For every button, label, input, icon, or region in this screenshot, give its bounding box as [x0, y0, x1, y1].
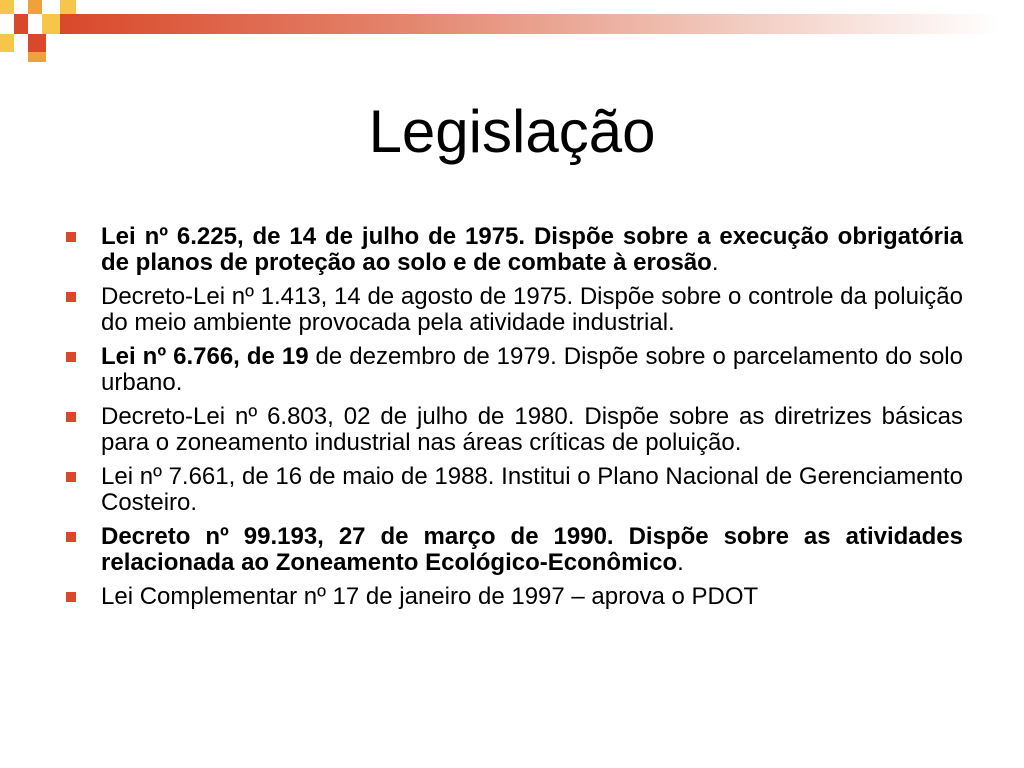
list-item [60, 284, 963, 336]
header-decoration [0, 0, 1024, 70]
deco-square [28, 52, 46, 62]
deco-square [60, 0, 76, 14]
legislation-list [60, 224, 963, 618]
slide-title: Legislação [368, 98, 656, 165]
deco-square [28, 0, 42, 14]
list-item [60, 524, 963, 576]
square-bullet-icon [66, 592, 76, 602]
item-text: Lei nº 7.661, de 16 de maio de 1988. Institui o Plano Nacional de Gerenciamento Costeiro. [101, 463, 963, 516]
deco-square [0, 0, 14, 14]
list-item [60, 224, 963, 276]
item-bold-text: Lei nº 6.766, de 19 [101, 343, 309, 370]
item-text: Decreto-Lei nº 6.803, 02 de julho de 1980. Dispõe sobre as diretrizes básicas para o zoneamento industrial nas áreas críticas de poluição. [101, 403, 963, 456]
item-text: de dezembro de 1979. Dispõe sobre o parcelamento do solo urbano. [101, 343, 963, 396]
list-item [60, 464, 963, 516]
item-text: Lei Complementar nº 17 de janeiro de 1997 – aprova o PDOT [101, 583, 759, 610]
square-bullet-icon [66, 292, 76, 302]
list-item [60, 344, 963, 396]
item-text: . [711, 249, 719, 276]
deco-square [0, 34, 14, 52]
square-bullet-icon [66, 472, 76, 482]
list-item [60, 584, 963, 610]
deco-square [28, 34, 46, 52]
item-bold-text: Lei nº 6.225, de 14 de julho de 1975. Dispõe sobre a execução obrigatória de planos de proteção ao solo e de combate à erosão [101, 223, 963, 276]
square-bullet-icon [66, 532, 76, 542]
square-bullet-icon [66, 412, 76, 422]
item-text: . [677, 549, 684, 576]
item-bold-text: Decreto nº 99.193, 27 de março de 1990. Dispõe sobre as atividades relacionada ao Zoneamento Ecológico-Econômico [101, 523, 963, 576]
header-gradient-bar [60, 14, 1000, 34]
square-bullet-icon [66, 352, 76, 362]
item-text: Decreto-Lei nº 1.413, 14 de agosto de 1975. Dispõe sobre o controle da poluição do meio ambiente provocada pela atividade industrial. [101, 283, 963, 336]
square-bullet-icon [66, 232, 76, 242]
list-item [60, 404, 963, 456]
deco-square [14, 14, 28, 34]
deco-square [42, 14, 60, 34]
